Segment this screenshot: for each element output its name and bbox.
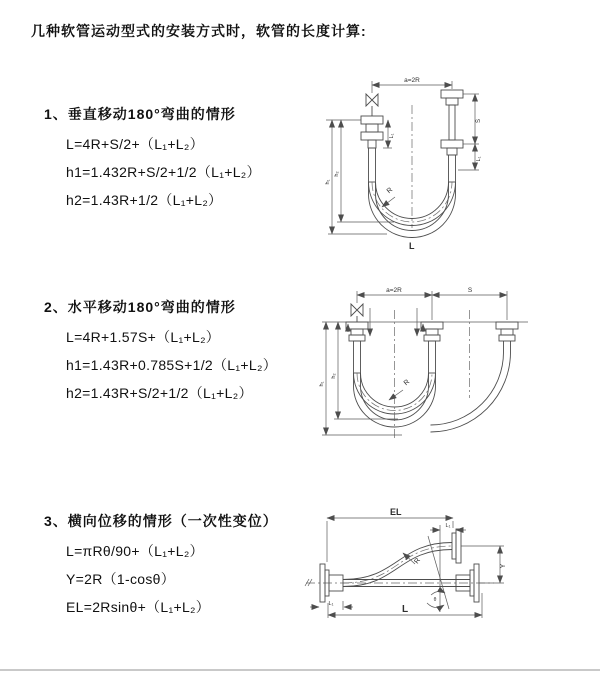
middle-pipe-fitting xyxy=(421,322,443,373)
dim-label-h2: h₂ xyxy=(334,171,340,177)
formula-h2: h2=1.43R+1/2（L₁+L₂） xyxy=(66,192,223,208)
dim-label-y: Y xyxy=(500,563,507,569)
diagram-vertical-180-bend xyxy=(312,70,592,255)
dim-label-a2r: a=2R xyxy=(404,77,420,84)
page-bottom-edge xyxy=(0,669,600,671)
formula-el: EL=2Rsinθ+（L₁+L₂） xyxy=(66,599,211,615)
formula-h1: h1=1.432R+S/2+1/2（L₁+L₂） xyxy=(66,164,261,180)
section-horizontal-movement xyxy=(44,297,329,407)
diagram-lateral-displacement xyxy=(298,500,598,645)
dim-label-h1: h₁ xyxy=(319,381,325,387)
formula-y: Y=2R（1-cosθ） xyxy=(66,571,176,587)
formula-length: L=4R+S/2+（L₁+L₂） xyxy=(66,136,204,152)
dim-label-r: R xyxy=(413,557,423,566)
formula-length: L=πRθ/90+（L₁+L₂） xyxy=(66,543,204,559)
section-3-heading: 3、横向位移的情形（一次性变位） xyxy=(44,513,278,529)
formula-h1: h1=1.43R+0.785S+1/2（L₁+L₂） xyxy=(66,357,277,373)
valve-icon xyxy=(366,94,378,116)
dim-label-l1-left: L₁ xyxy=(328,601,334,607)
dim-label-s: S xyxy=(476,118,482,124)
dim-label-h2: h₂ xyxy=(331,373,337,379)
left-pipe-fitting xyxy=(346,322,368,373)
formula-length: L=4R+1.57S+（L₁+L₂） xyxy=(66,329,221,345)
valve-icon xyxy=(351,304,363,322)
section-2-heading: 2、水平移动180°弯曲的情形 xyxy=(44,299,236,315)
dim-label-l1-top: L₁ xyxy=(445,523,451,529)
upper-flange xyxy=(452,529,461,563)
left-pipe-fitting xyxy=(361,116,383,182)
dim-label-s: S xyxy=(467,287,473,294)
dim-label-el: EL xyxy=(390,507,402,517)
dim-label-a2r: a=2R xyxy=(386,287,402,294)
dim-label-r: R xyxy=(402,378,412,388)
dim-label-r: R xyxy=(385,186,395,196)
dim-label-l: L xyxy=(402,604,409,615)
section-1-heading: 1、垂直移动180°弯曲的情形 xyxy=(44,106,236,122)
diagram-horizontal-180-bend xyxy=(312,280,597,455)
dim-label-l: L xyxy=(409,241,415,251)
dim-label-l1-right: L₁ xyxy=(476,156,482,162)
dim-label-h1: h₁ xyxy=(325,179,331,185)
dim-label-l1-left: L₁ xyxy=(389,133,395,139)
right-pipe-fitting xyxy=(441,90,463,182)
section-vertical-movement xyxy=(44,104,329,214)
dim-label-theta: θ xyxy=(433,597,437,603)
section-lateral-displacement xyxy=(44,511,329,621)
formula-h2: h2=1.43R+S/2+1/2（L₁+L₂） xyxy=(66,385,253,401)
page-title: 几种软管运动型式的安装方式时，软管的长度计算: xyxy=(31,23,367,39)
right-pipe-fitting xyxy=(496,322,518,352)
